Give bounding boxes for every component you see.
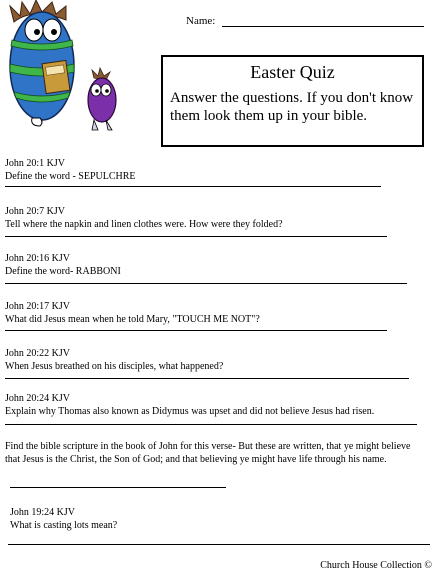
answer-line-1[interactable] — [5, 186, 381, 187]
question-ref: John 20:22 KJV — [5, 348, 71, 359]
question-5 — [5, 347, 223, 373]
quiz-title: Easter Quiz — [250, 62, 335, 82]
question-ref: John 20:24 KJV — [5, 393, 71, 404]
answer-line-4[interactable] — [5, 330, 387, 331]
quiz-instructions: Answer the questions. If you don't know them look them up in your bible. — [170, 90, 414, 124]
bible-book-icon — [42, 60, 70, 93]
question-ref: John 20:1 KJV — [5, 158, 66, 169]
name-label: Name: — [186, 15, 216, 27]
question-text: Define the word- RABBONI — [5, 266, 121, 277]
question-text: When Jesus breathed on his disciples, what happened? — [5, 361, 224, 372]
question-text: What is casting lots mean? — [10, 520, 118, 531]
question-text: Define the word - SEPULCHRE — [5, 171, 136, 182]
answer-line-scripture[interactable] — [10, 487, 226, 488]
answer-line-3[interactable] — [5, 283, 407, 284]
question-ref: John 19:24 KJV — [10, 507, 76, 518]
question-6 — [5, 392, 374, 418]
question-2 — [5, 205, 283, 231]
question-3 — [5, 252, 121, 278]
question-ref: John 20:7 KJV — [5, 206, 66, 217]
question-ref: John 20:17 KJV — [5, 301, 71, 312]
answer-line-6[interactable] — [5, 424, 417, 425]
question-text: What did Jesus mean when he told Mary, "TOUCH ME NOT"? — [5, 314, 260, 325]
scripture-prompt: Find the bible scripture in the book of John for this verse- But these are written, that ye might believe that Jesus is the Christ, the Son of God; and that believing ye might have life through his name. — [5, 441, 411, 465]
question-text: Explain why Thomas also known as Didymus was upset and did not believe Jesus had risen. — [5, 406, 375, 417]
question-7 — [10, 506, 117, 532]
question-ref: John 20:16 KJV — [5, 253, 71, 264]
question-4 — [5, 300, 260, 326]
answer-line-2[interactable] — [5, 236, 387, 237]
answer-line-5[interactable] — [5, 378, 409, 379]
copyright-footer: Church House Collection © — [320, 560, 432, 571]
name-answer-line[interactable] — [222, 26, 424, 27]
small-purple-egg — [88, 68, 116, 130]
question-1 — [5, 157, 136, 183]
answer-line-7[interactable] — [8, 544, 430, 545]
quiz-title-box — [161, 55, 424, 147]
question-text: Tell where the napkin and linen clothes were. How were they folded? — [5, 219, 283, 230]
easter-egg-characters-illustration — [0, 0, 160, 140]
